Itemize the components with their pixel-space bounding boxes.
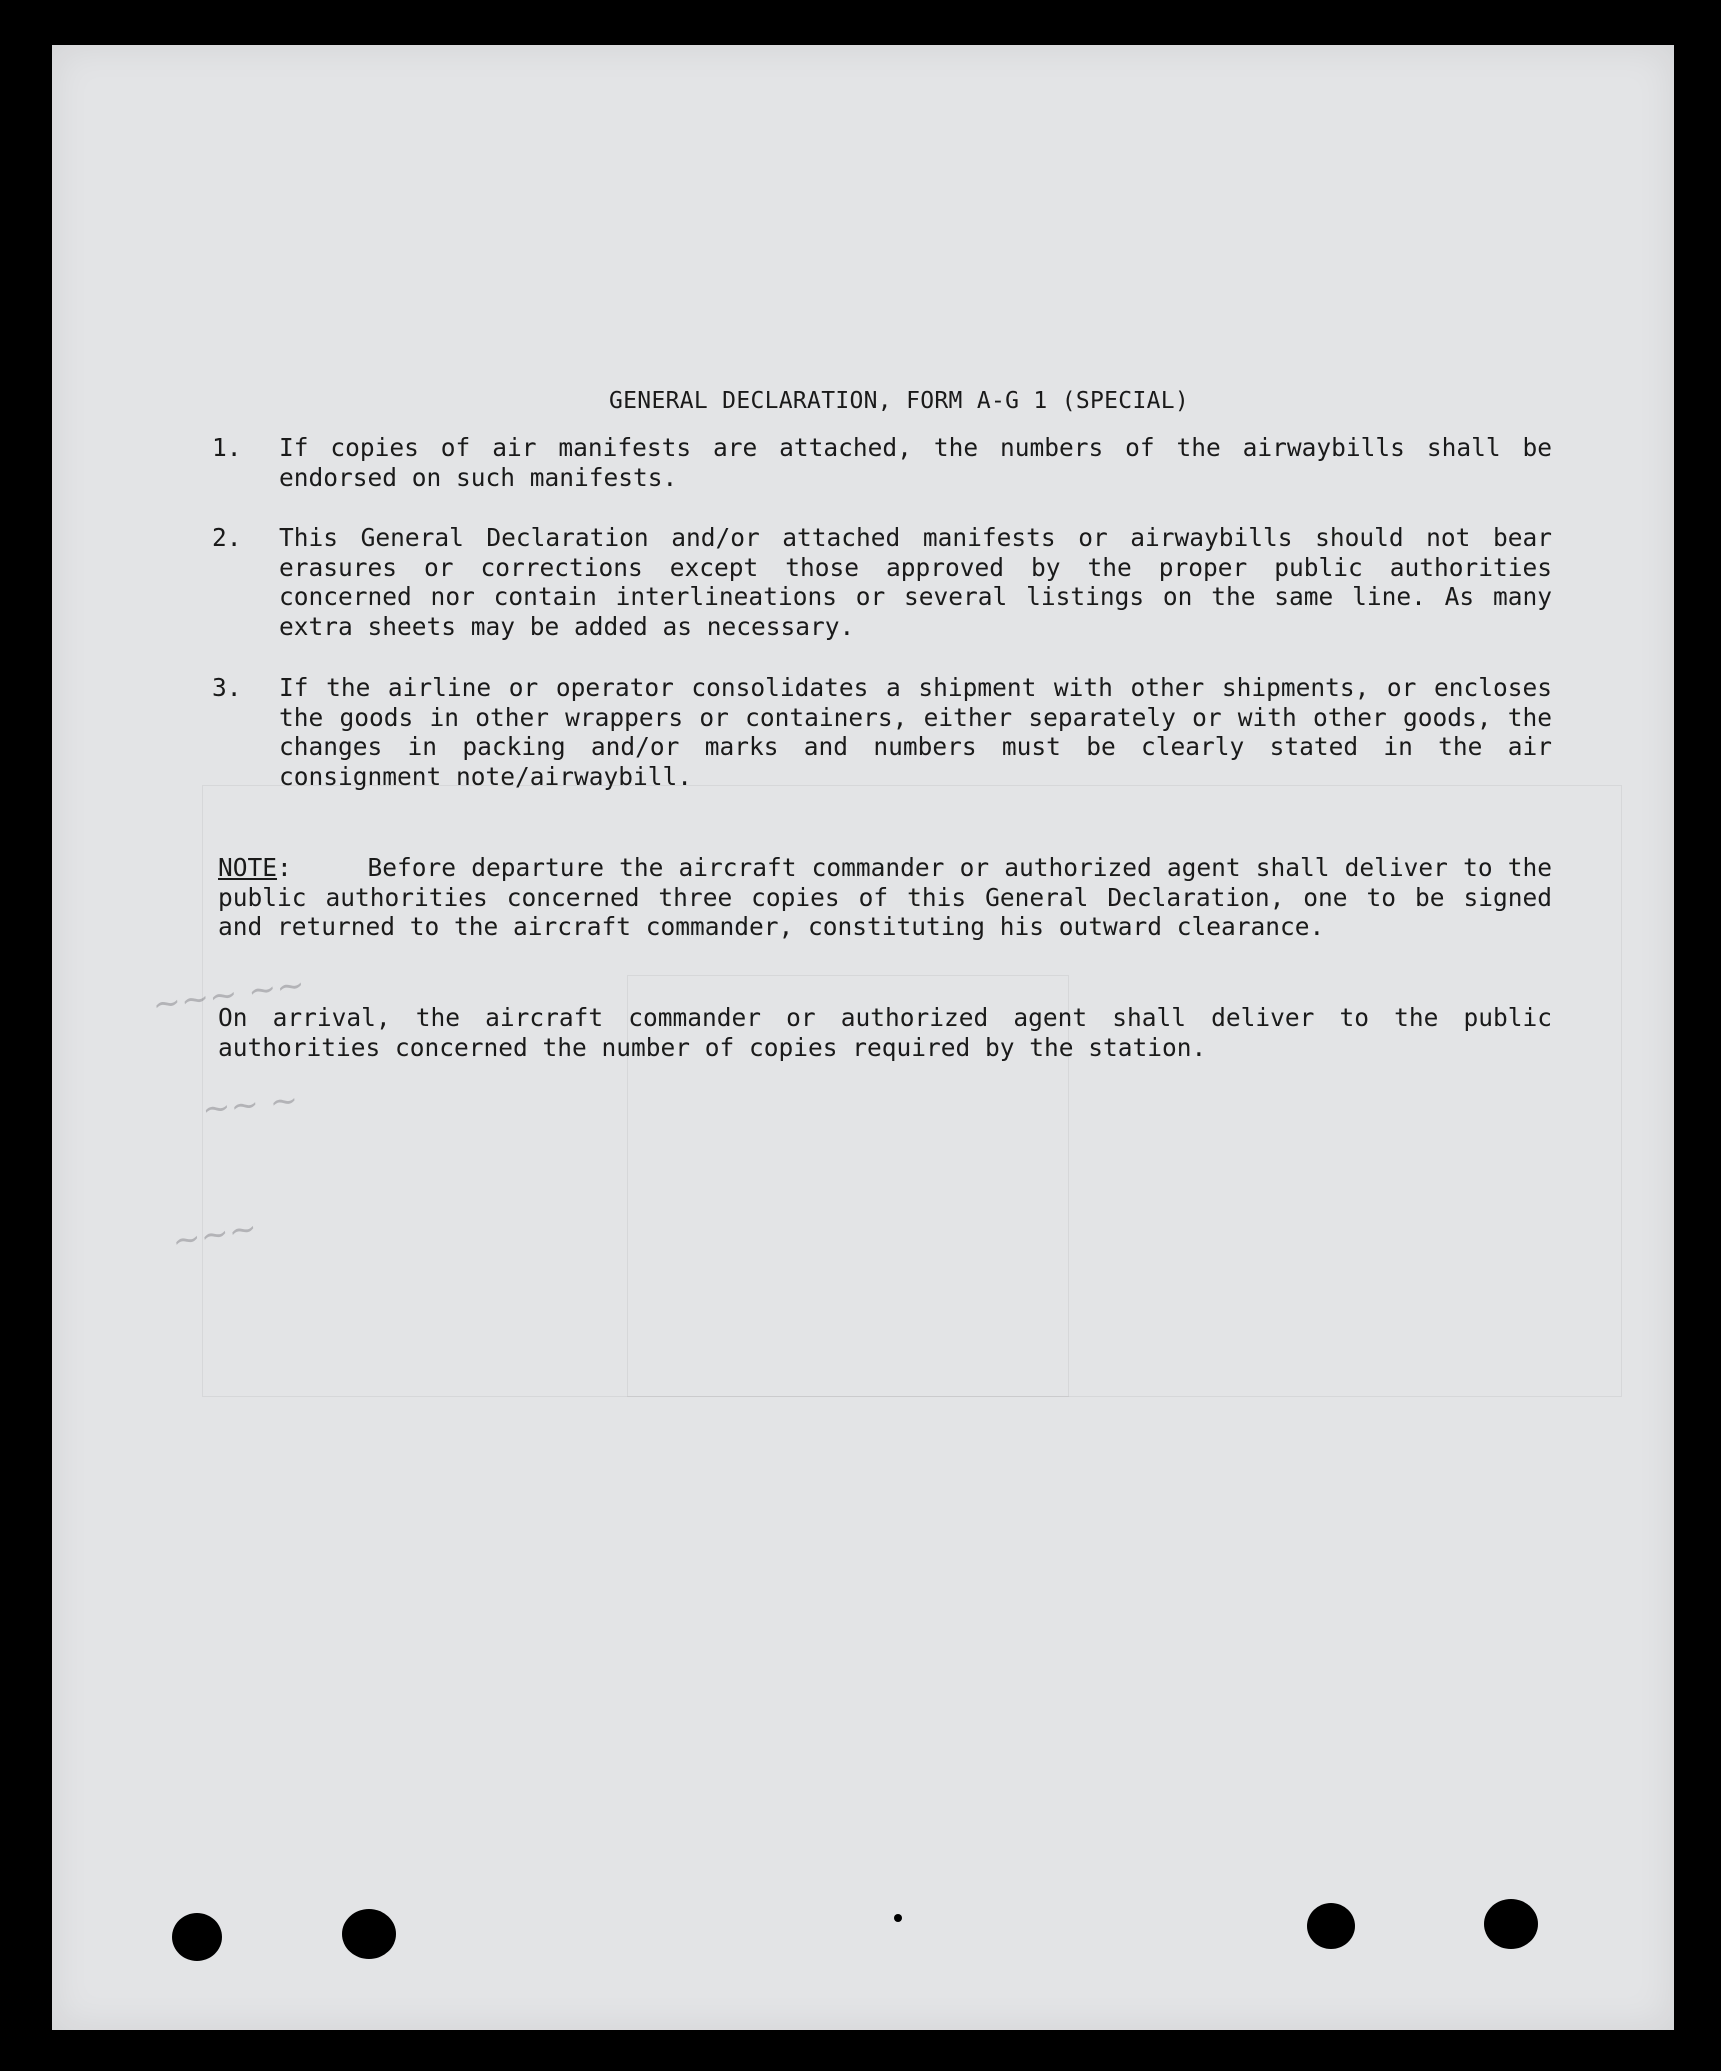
list-item (212, 433, 1552, 492)
punch-hole (1484, 1899, 1538, 1949)
item-number: 3. (212, 673, 242, 702)
punch-hole (1307, 1903, 1355, 1949)
pencil-scribble: ~~~ (169, 1207, 261, 1263)
pencil-scribble: ~~~ ~~ (149, 964, 308, 1026)
document-title: GENERAL DECLARATION, FORM A-G 1 (SPECIAL) (609, 388, 1190, 414)
list-item (212, 523, 1552, 641)
item-number: 2. (212, 523, 242, 552)
item-text: If copies of air manifests are attached, the numbers of the airwaybills shall be endorsed on such manifests. (279, 433, 1552, 492)
arrival-paragraph (218, 1003, 1552, 1062)
note-text: Before departure the aircraft commander or authorized agent shall deliver to the public authorities concerned three copies of this General Declaration, one to be signed and returned to the aircraft commander, constituting his outward clearance. (218, 853, 1552, 941)
pencil-scribble: ~~ ~ (200, 1080, 301, 1130)
item-text: This General Declaration and/or attached manifests or airwaybills should not bear erasures or corrections except those approved by the proper public authorities concerned nor contain interlineations or several listings on the same line. As many extra sheets may be added as necessary. (279, 523, 1552, 641)
item-number: 1. (212, 433, 242, 462)
arrival-text: On arrival, the aircraft commander or authorized agent shall deliver to the public authorities concerned the number of copies required by the station. (218, 1003, 1552, 1062)
list-item (212, 673, 1552, 791)
punch-hole (172, 1913, 222, 1961)
ink-dot (894, 1914, 902, 1922)
note-label-suffix: : (277, 853, 292, 882)
punch-hole (342, 1909, 396, 1959)
item-text: If the airline or operator consolidates a shipment with other shipments, or encloses the goods in other wrappers or containers, either separately or with other goods, the changes in packing and/or marks and numbers must be clearly stated in the air consignment note/airwaybill. (279, 673, 1552, 791)
note-paragraph (218, 853, 1552, 942)
note-label: NOTE (218, 853, 278, 882)
